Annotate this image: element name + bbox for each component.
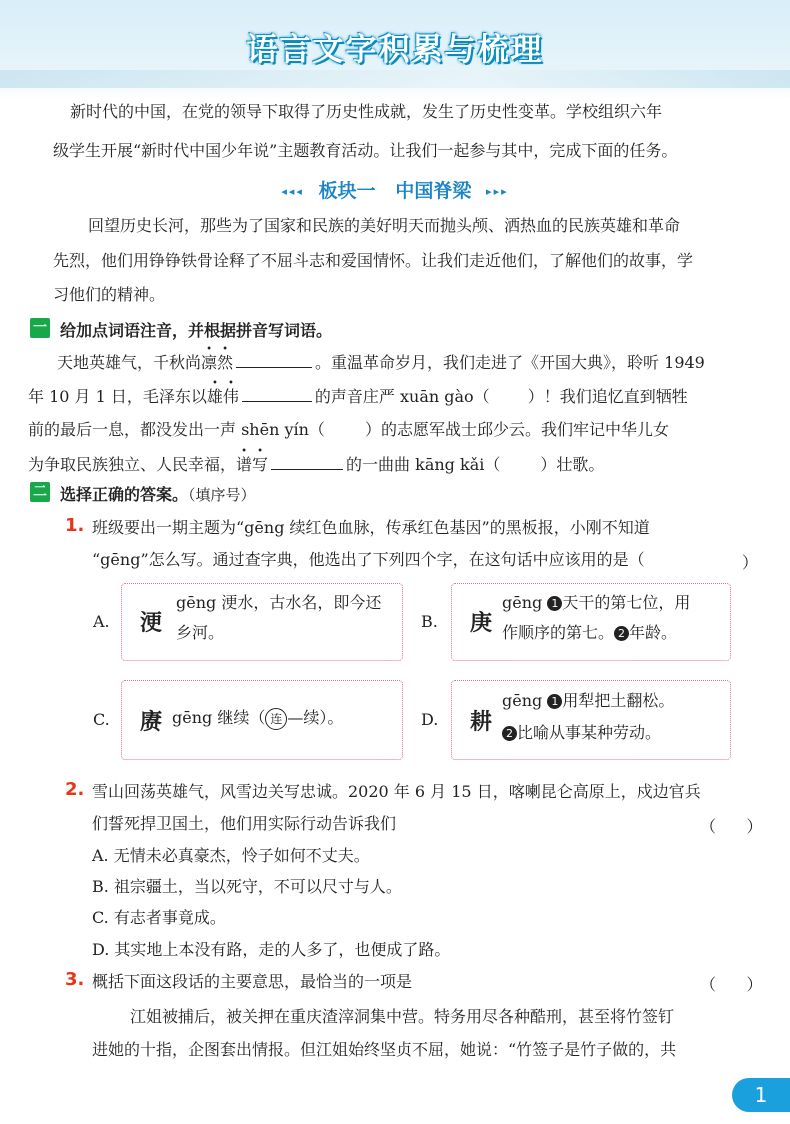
q1-text: ）壮歌。 [540, 455, 605, 474]
option-d-letter: D. [421, 710, 439, 729]
q1-text: 。重温革命岁月，我们走进了《开国大典》，聆听 1949 [315, 353, 705, 372]
dotted-char-text: 然 [217, 353, 234, 372]
option-c-line [172, 703, 343, 733]
pinyin-text: gēng [502, 691, 548, 710]
pinyin-text: gēng [502, 593, 548, 612]
option-b-letter: B. [421, 612, 438, 631]
dotted-char [222, 378, 239, 406]
dotted-char-text: 雄 [206, 387, 223, 406]
dotted-char [206, 378, 223, 406]
q1-line-4 [28, 446, 605, 475]
option-a-box[interactable] [121, 583, 403, 661]
dotted-char [236, 446, 253, 474]
question-badge-1: 一 [30, 318, 50, 338]
q1-text: ）！我们追忆直到牺牲 [527, 387, 688, 406]
option-d-line-1 [502, 686, 674, 716]
q1-text: 的声音庄严 xuān gào（ [314, 387, 490, 406]
answer-blank[interactable] [271, 454, 343, 470]
section-right-arrows: ▸▸▸ [486, 185, 509, 198]
q1-text: 的一曲曲 kāng kǎi（ [346, 455, 501, 474]
circled-number-2: 2 [614, 626, 629, 641]
q1-text: 为争取民族独立、人民幸福， [28, 455, 237, 474]
item-2-option-b: B. 祖宗疆土，当以死守，不可以尺寸与人。 [92, 877, 402, 896]
definition-text: 比喻从事某种劳动。 [517, 723, 662, 742]
dotted-char [252, 446, 269, 474]
option-d-box[interactable] [451, 680, 731, 760]
option-a-line-2: 乡河。 [176, 623, 225, 642]
question-2-note: （填序号） [188, 486, 256, 504]
q1-text: 前的最后一息，都没发出一声 shēn yín（ [28, 420, 325, 439]
option-a-letter: A. [93, 612, 110, 631]
circled-number-2: 2 [502, 726, 517, 741]
answer-blank[interactable] [236, 352, 312, 368]
page-title: 语言文字积累与梳理 [246, 32, 544, 68]
emphasis-dot: • [241, 446, 247, 457]
item-2-option-a: A. 无情未必真豪杰，怜子如何不丈夫。 [92, 846, 370, 865]
section-intro-line-3: 习他们的精神。 [53, 285, 166, 304]
dotted-char [201, 344, 218, 372]
item-number-3: 3. [65, 969, 85, 990]
option-c-char: 赓 [140, 710, 163, 735]
circled-number-1: 1 [547, 596, 562, 611]
header-strip [0, 70, 790, 88]
section-intro-line-2: 先烈，他们用铮铮铁骨诠释了不屈斗志和爱国情怀。让我们走近他们，了解他们的故事，学 [53, 251, 694, 270]
q1-text: 年 10 月 1 日，毛泽东以 [28, 387, 207, 406]
item-3-passage-line-2: 进她的十指，企图套出情报。但江姐始终坚贞不屈，她说：“竹签子是竹子做的，共 [92, 1040, 677, 1059]
item-2-answer-paren[interactable]: （ ） [700, 817, 763, 836]
option-c-letter: C. [93, 710, 110, 729]
section-intro-line-1: 回望历史长河，那些为了国家和民族的美好明天而抛头颅、洒热血的民族英雄和革命 [88, 216, 681, 235]
circled-char: 连 [265, 708, 287, 730]
option-c-box[interactable] [121, 680, 403, 760]
item-3-passage-line-1: 江姐被捕后，被关押在重庆渣滓洞集中营。特务用尽各种酷刑，甚至将竹签钉 [130, 1007, 675, 1026]
section-left-arrows: ◂◂◂ [281, 185, 304, 198]
dotted-char-text: 写 [252, 455, 269, 474]
answer-blank[interactable] [242, 386, 312, 402]
option-d-line-2 [502, 718, 661, 748]
item-1-text: “gēng”怎么写。通过查字典，他选出了下列四个字，在这句话中应该用的是（ [92, 550, 645, 569]
circled-number-1: 1 [547, 694, 562, 709]
question-2-title [60, 482, 256, 505]
q1-line-3 [28, 420, 669, 440]
item-3-line-1: 概括下面这段话的主要意思，最恰当的一项是 [92, 972, 413, 991]
intro-line-1: 新时代的中国，在党的领导下取得了历史性成就，发生了历史性变革。学校组织六年 [70, 102, 663, 121]
definition-text: 天干的第七位，用 [562, 593, 691, 612]
emphasis-dot: • [257, 446, 263, 457]
item-1-line-1: 班级要出一期主题为“gēng 续红色血脉，传承红色基因”的黑板报，小刚不知道 [92, 518, 650, 537]
q1-line-2 [28, 378, 688, 407]
question-2-title-text: 选择正确的答案。 [60, 485, 189, 504]
option-b-char: 庚 [470, 611, 493, 636]
definition-text: —续）。 [287, 708, 344, 727]
option-d-char: 耕 [470, 710, 493, 735]
dotted-char-text: 谱 [236, 455, 253, 474]
emphasis-dot: • [206, 344, 212, 355]
section-title-text: 板块一 中国脊梁 [318, 180, 472, 202]
q1-line-1 [57, 344, 705, 373]
option-a-line-1: gēng 浭水，古水名，即今还 [176, 593, 382, 612]
emphasis-dot: • [227, 378, 234, 389]
option-b-line-2 [502, 618, 677, 648]
definition-text: 用犁把土翻松。 [562, 691, 675, 710]
intro-line-2: 级学生开展“新时代中国少年说”主题教育活动。让我们一起参与其中，完成下面的任务。 [53, 141, 678, 160]
option-b-box[interactable] [451, 583, 731, 661]
emphasis-dot: • [222, 344, 228, 355]
item-1-answer-close[interactable]: ） [742, 553, 759, 572]
definition-text: gēng 继续（ [172, 708, 266, 727]
section-heading [0, 176, 790, 203]
item-2-line-1: 雪山回荡英雄气，风雪边关写忠诚。2020 年 6 月 15 日，喀喇昆仑高原上，戍边官兵 [92, 782, 701, 801]
dotted-char-text: 伟 [222, 387, 239, 406]
definition-text: 作顺序的第七。 [502, 623, 615, 642]
item-2-line-2: 们誓死捍卫国土，他们用实际行动告诉我们 [92, 814, 397, 833]
question-1-title: 给加点词语注音，并根据拼音写词语。 [60, 321, 333, 340]
option-a-char: 浭 [140, 611, 163, 636]
item-number-1: 1. [65, 515, 85, 536]
q1-text: 天地英雄气，千秋尚 [57, 353, 202, 372]
item-1-line-2 [92, 550, 645, 570]
option-b-line-1 [502, 588, 690, 618]
q1-text: ）的志愿军战士邱少云。我们牢记中华儿女 [364, 420, 669, 439]
item-number-2: 2. [65, 779, 85, 800]
dotted-char-text: 凛 [201, 353, 218, 372]
page-number: 1 [732, 1078, 790, 1112]
definition-text: 年龄。 [629, 623, 678, 642]
item-2-option-c: C. 有志者事竟成。 [92, 908, 226, 927]
dotted-char [217, 344, 234, 372]
question-badge-2: 二 [30, 482, 50, 502]
emphasis-dot: • [211, 378, 218, 389]
item-2-option-d: D. 其实地上本没有路，走的人多了，也便成了路。 [92, 940, 451, 959]
item-3-answer-paren[interactable]: （ ） [700, 975, 763, 994]
